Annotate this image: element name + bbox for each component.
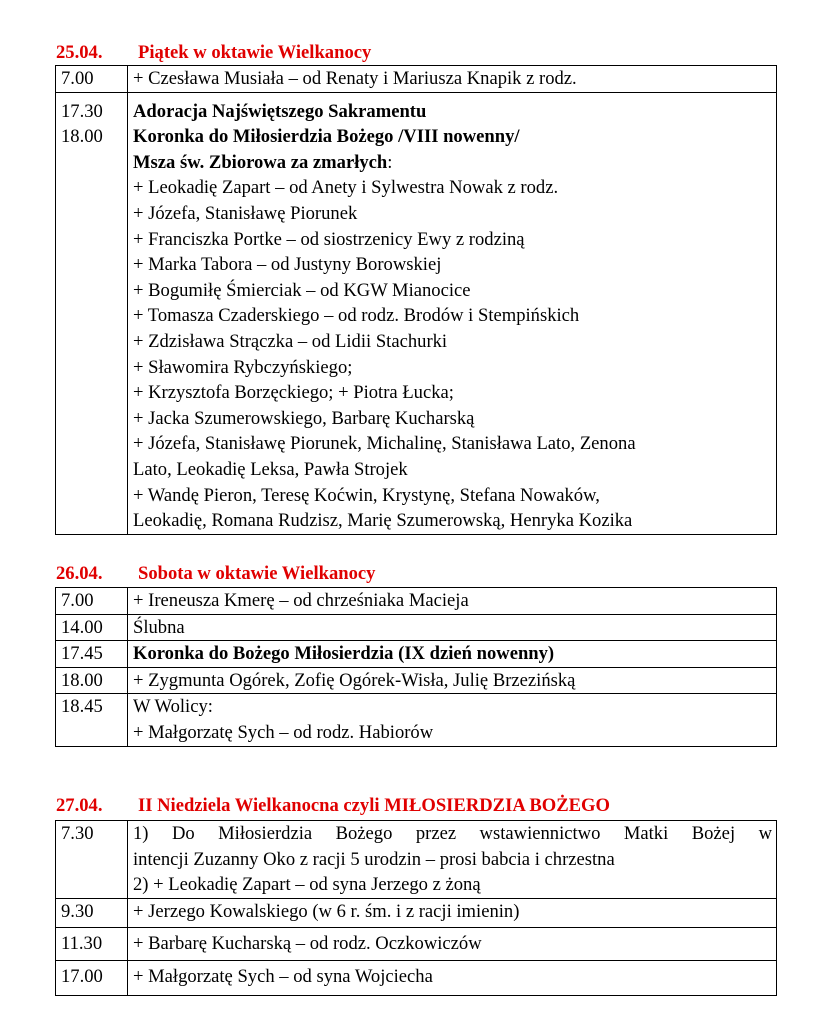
schedule-table-27-04 (55, 820, 777, 996)
mass-time: 11.30 (56, 928, 128, 961)
day-date: 27.04. (56, 795, 103, 816)
table-row (56, 614, 777, 641)
mass-time: 7.00 (56, 588, 128, 615)
mass-intention: W Wolicy: + Małgorzatę Sych – od rodz. Habiorów (128, 694, 777, 746)
mass-time: 7.30 (56, 821, 128, 899)
day-title: II Niedziela Wielkanocna czyli MIŁOSIERDZIA BOŻEGO (138, 795, 610, 816)
intention-line: + Wandę Pieron, Teresę Koćwin, Krystynę, Stefana Nowaków, (133, 484, 600, 506)
mass-time: 9.30 (56, 898, 128, 928)
mass-intention: 1) Do Miłosierdzia Bożego przez wstawiennictwo Matki Bożej w intencji Zuzanny Oko z racji 5 urodzin – prosi babcia i chrzestna 2) + Leokadię Zapart – od syna Jerzego z żoną (128, 821, 777, 899)
mass-time: 7.00 (56, 66, 128, 93)
intention-line: + Bogumiłę Śmierciak – od KGW Mianocice (133, 279, 471, 301)
mass-intention: Ślubna (128, 614, 777, 641)
schedule-table-25-04 (55, 65, 777, 535)
mass-time: 18.00 (56, 667, 128, 694)
intention-line: Leokadię, Romana Rudzisz, Marię Szumerowską, Henryka Kozika (133, 510, 633, 532)
table-row (56, 821, 777, 899)
mass-time: 17.30 18.00 (56, 92, 128, 534)
chaplet-label: Koronka do Miłosierdzia Bożego /VIII nowenny/ (133, 126, 520, 148)
collective-mass-label: Msza św. Zbiorowa za zmarłych (133, 151, 388, 173)
day-header-26-04 (56, 563, 375, 585)
table-row (56, 641, 777, 668)
day-title: Sobota w oktawie Wielkanocy (138, 563, 376, 584)
mass-intention: + Barbarę Kucharską – od rodz. Oczkowiczów (128, 928, 777, 961)
intention-line: + Franciszka Portke – od siostrzenicy Ewy z rodziną (133, 228, 525, 250)
mass-time: 17.45 (56, 641, 128, 668)
day-date: 25.04. (56, 42, 103, 63)
day-title: Piątek w oktawie Wielkanocy (138, 42, 372, 63)
intention-line: + Józefa, Stanisławę Piorunek (133, 202, 358, 224)
table-row (56, 928, 777, 961)
table-row (56, 960, 777, 995)
mass-time: 17.00 (56, 960, 128, 995)
intention-line: Lato, Leokadię Leksa, Pawła Strojek (133, 458, 408, 480)
intention-line: + Tomasza Czaderskiego – od rodz. Brodów i Stempińskich (133, 305, 580, 327)
table-row (56, 588, 777, 615)
mass-time: 14.00 (56, 614, 128, 641)
intention-line: + Marka Tabora – od Justyny Borowskiej (133, 254, 442, 276)
table-row (56, 667, 777, 694)
day-date: 26.04. (56, 563, 103, 584)
mass-intention: + Jerzego Kowalskiego (w 6 r. śm. i z racji imienin) (128, 898, 777, 928)
mass-intention: Koronka do Bożego Miłosierdzia (IX dzień nowenny) (128, 641, 777, 668)
intention-line: + Leokadię Zapart – od Anety i Sylwestra Nowak z rodz. (133, 177, 559, 199)
intention-line: + Józefa, Stanisławę Piorunek, Michalinę, Stanisława Lato, Zenona (133, 433, 636, 455)
intention-line: + Krzysztofa Borzęckiego; + Piotra Łucka; (133, 382, 454, 404)
day-header-25-04 (56, 42, 371, 64)
mass-time: 18.45 (56, 694, 128, 746)
table-row (56, 898, 777, 928)
mass-intention: + Czesława Musiała – od Renaty i Mariusza Knapik z rodz. (128, 66, 777, 93)
intention-line: + Jacka Szumerowskiego, Barbarę Kucharską (133, 407, 475, 429)
intention-line: + Sławomira Rybczyńskiego; (133, 356, 353, 378)
intention-line: + Zdzisława Strączka – od Lidii Stachurki (133, 330, 448, 352)
schedule-table-26-04 (55, 587, 777, 747)
table-row (56, 92, 777, 534)
mass-intention: Adoracja Najświętszego Sakramentu Koronka do Miłosierdzia Bożego /VIII nowenny/ Msza św. Zbiorowa za zmarłych: + Leokadię Zapart – od Anety i Sylwestra Nowak z rodz. + Józefa, Stanisławę Piorunek + Franciszka Portke – od siostrzenicy Ewy z rodziną + Marka Tabora – od Justyny Borowskiej + Bogumiłę Śmierciak – od KGW Mianocice + Tomasza Czaderskiego – od rodz. Brodów i Stempińskich + Zdzisława Strączka – od Lidii Stachurki + Sławomira Rybczyńskiego; + Krzysztofa Borzęckiego; + Piotra Łucka; + Jacka Szumerowskiego, Barbarę Kucharską + Józefa, Stanisławę Piorunek, Michalinę, Stanisława Lato, Zenona Lato, Leokadię Leksa, Pawła Strojek + Wandę Pieron, Teresę Koćwin, Krystynę, Stefana Nowaków, Leokadię, Romana Rudzisz, Marię Szumerowską, Henryka Kozika (128, 92, 777, 534)
table-row (56, 66, 777, 93)
adoration-label: Adoracja Najświętszego Sakramentu (133, 100, 427, 122)
mass-intention: + Zygmunta Ogórek, Zofię Ogórek-Wisła, Julię Brzezińską (128, 667, 777, 694)
day-header-27-04 (56, 795, 610, 817)
mass-intention: + Ireneusza Kmerę – od chrześniaka Macieja (128, 588, 777, 615)
mass-intention: + Małgorzatę Sych – od syna Wojciecha (128, 960, 777, 995)
table-row (56, 694, 777, 746)
